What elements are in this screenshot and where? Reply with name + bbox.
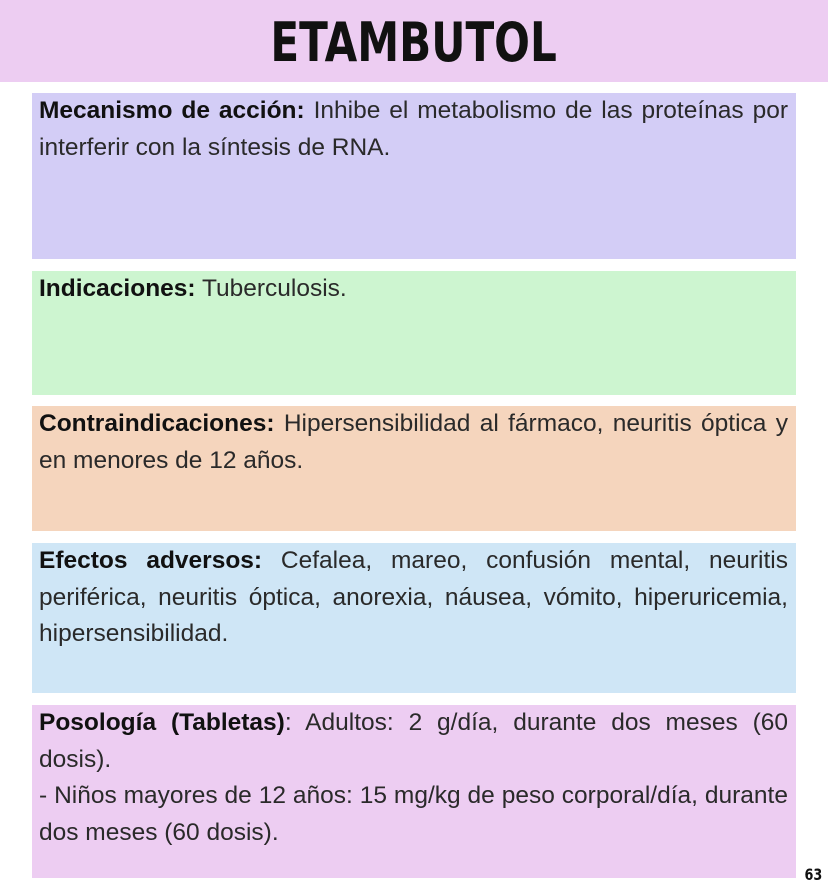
mechanism-label: Mecanismo de acción: [39,97,305,124]
mechanism-paragraph [39,93,788,166]
adverse-effects-paragraph [39,543,788,653]
adverse-effects-label: Efectos adversos: [39,547,263,574]
contraindications-text: Hipersensibilidad al fármaco, neuritis óptica y en menores de 12 años. [39,410,788,474]
dosage-section [32,705,796,878]
dosage-children-paragraph: - Niños mayores de 12 años: 15 mg/kg de peso corporal/día, durante dos meses (60 dosis). [39,782,788,846]
dosage-text: : Adultos: 2 g/día, durante dos meses (60 dosis). [39,709,788,773]
contraindications-section [32,406,796,531]
page-number: 63 [804,865,822,884]
contraindications-paragraph [39,406,788,479]
contraindications-label: Contraindicaciones: [39,410,275,437]
title-banner [0,0,828,82]
adverse-effects-section [32,543,796,693]
page-title: ETAMBUTOL [270,11,558,74]
mechanism-text: Inhibe el metabolismo de las proteínas por interferir con la síntesis de RNA. [39,97,788,161]
mechanism-section [32,93,796,259]
indications-paragraph [39,271,788,308]
indications-text: Tuberculosis. [195,275,347,302]
dosage-label: Posología (Tabletas) [39,709,285,736]
indications-label: Indicaciones: [39,275,196,302]
indications-section [32,271,796,395]
adverse-effects-text: Cefalea, mareo, confusión mental, neuritis periférica, neuritis óptica, anorexia, náusea, vómito, hiperuricemia, hipersensibilidad. [39,547,788,647]
dosage-paragraph [39,705,788,778]
